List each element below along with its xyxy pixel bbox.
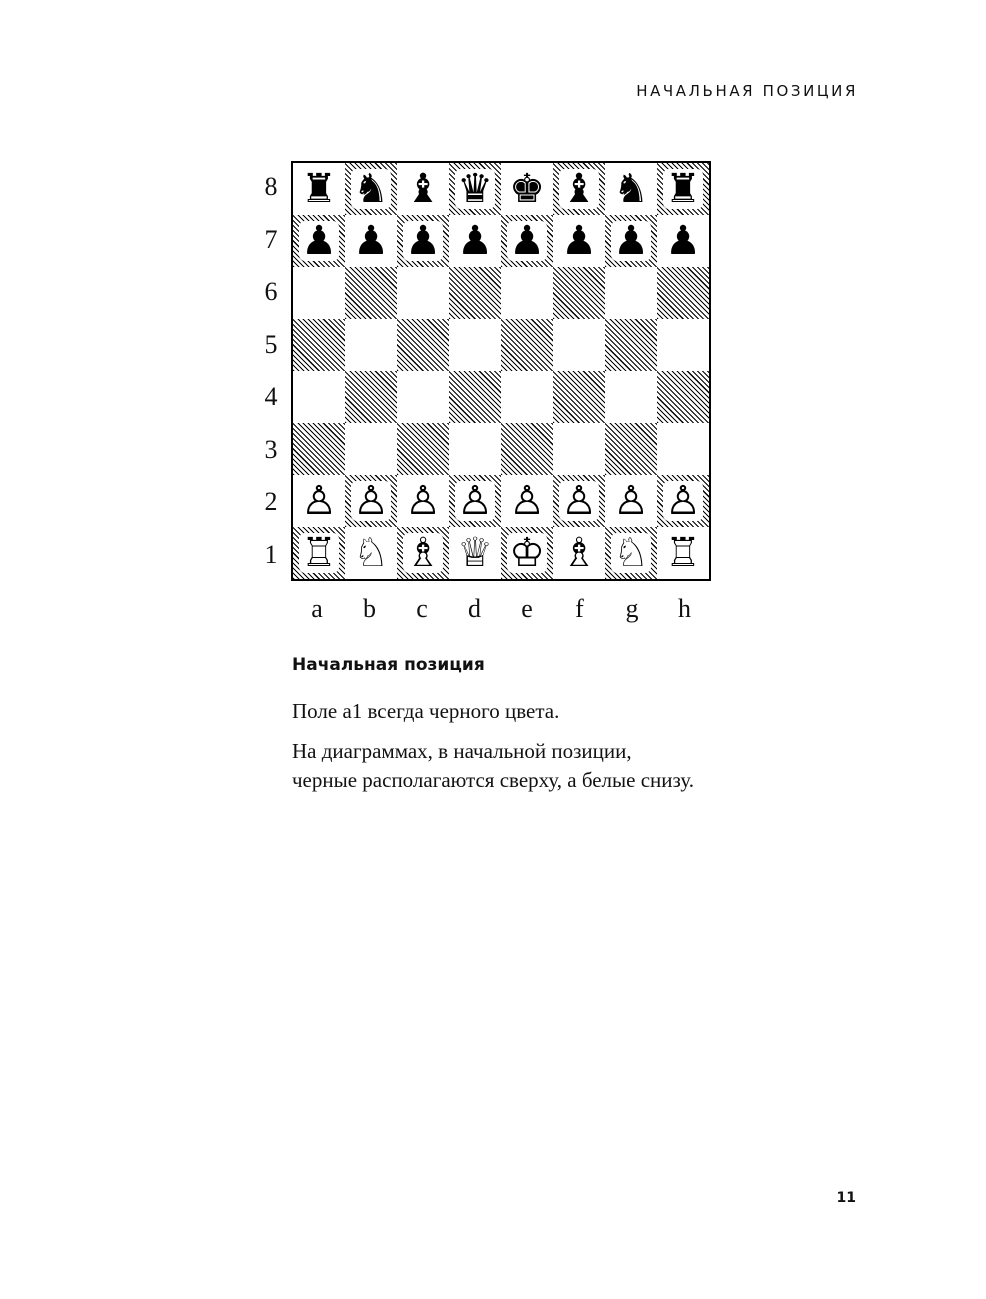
square-g8 (605, 163, 657, 215)
white-queen-icon: ♕ (457, 530, 493, 576)
square-f1 (553, 527, 605, 579)
square-e5 (501, 319, 553, 371)
rank-label: 6 (264, 277, 278, 307)
black-pawn-icon: ♟ (457, 218, 493, 264)
square-e8 (501, 163, 553, 215)
square-h3 (657, 423, 709, 475)
square-d1 (449, 527, 501, 579)
square-b6 (345, 267, 397, 319)
white-pawn-icon: ♙ (405, 478, 441, 524)
square-d6 (449, 267, 501, 319)
file-label: h (678, 594, 691, 623)
square-d8 (449, 163, 501, 215)
file-label: b (363, 594, 376, 623)
square-c8 (397, 163, 449, 215)
white-pawn-icon: ♙ (561, 478, 597, 524)
square-c2 (397, 475, 449, 527)
square-e3 (501, 423, 553, 475)
white-knight-icon: ♘ (613, 530, 649, 576)
file-label: d (468, 594, 481, 623)
rank-label: 8 (264, 172, 278, 202)
rank-label: 5 (264, 329, 278, 359)
white-pawn-icon: ♙ (301, 478, 337, 524)
square-f5 (553, 319, 605, 371)
square-a2 (293, 475, 345, 527)
black-king-icon: ♚ (509, 166, 545, 212)
white-rook-icon: ♖ (665, 530, 701, 576)
square-c6 (397, 267, 449, 319)
black-pawn-icon: ♟ (665, 218, 701, 264)
file-label: g (625, 594, 639, 623)
square-g4 (605, 371, 657, 423)
square-d3 (449, 423, 501, 475)
file-label: a (311, 594, 323, 623)
black-pawn-icon: ♟ (353, 218, 389, 264)
square-d2 (449, 475, 501, 527)
black-rook-icon: ♜ (665, 166, 701, 212)
black-pawn-icon: ♟ (301, 218, 337, 264)
square-d7 (449, 215, 501, 267)
black-bishop-icon: ♝ (405, 166, 441, 212)
black-rook-icon: ♜ (301, 166, 337, 212)
chess-diagram (250, 152, 730, 632)
square-g2 (605, 475, 657, 527)
black-pawn-icon: ♟ (613, 218, 649, 264)
rank-label: 3 (264, 434, 278, 464)
square-d5 (449, 319, 501, 371)
square-d4 (449, 371, 501, 423)
square-b1 (345, 527, 397, 579)
square-a3 (293, 423, 345, 475)
black-pawn-icon: ♟ (509, 218, 545, 264)
rank-label: 4 (264, 382, 278, 412)
white-king-icon: ♔ (509, 530, 545, 576)
square-g5 (605, 319, 657, 371)
square-h2 (657, 475, 709, 527)
square-g7 (605, 215, 657, 267)
black-bishop-icon: ♝ (561, 166, 597, 212)
square-h5 (657, 319, 709, 371)
white-pawn-icon: ♙ (353, 478, 389, 524)
square-c7 (397, 215, 449, 267)
file-label: c (416, 594, 428, 623)
square-h1 (657, 527, 709, 579)
square-a4 (293, 371, 345, 423)
black-knight-icon: ♞ (613, 166, 649, 212)
white-pawn-icon: ♙ (509, 478, 545, 524)
square-f4 (553, 371, 605, 423)
running-title: НАЧАЛЬНАЯ ПОЗИЦИЯ (636, 82, 858, 100)
square-a8 (293, 163, 345, 215)
square-a7 (293, 215, 345, 267)
white-pawn-icon: ♙ (613, 478, 649, 524)
square-b3 (345, 423, 397, 475)
file-label: e (521, 594, 533, 623)
chess-board (291, 161, 711, 581)
white-knight-icon: ♘ (353, 530, 389, 576)
paragraph-line: черные располагаются сверху, а белые снизу. (292, 768, 695, 792)
white-pawn-icon: ♙ (457, 478, 493, 524)
square-b4 (345, 371, 397, 423)
black-queen-icon: ♛ (457, 166, 493, 212)
square-f8 (553, 163, 605, 215)
black-knight-icon: ♞ (353, 166, 389, 212)
square-a6 (293, 267, 345, 319)
square-b7 (345, 215, 397, 267)
square-f3 (553, 423, 605, 475)
square-e4 (501, 371, 553, 423)
white-bishop-icon: ♗ (405, 530, 441, 576)
rank-label: 2 (264, 487, 278, 517)
square-a5 (293, 319, 345, 371)
square-e7 (501, 215, 553, 267)
square-e1 (501, 527, 553, 579)
black-pawn-icon: ♟ (561, 218, 597, 264)
square-e6 (501, 267, 553, 319)
square-b2 (345, 475, 397, 527)
square-b5 (345, 319, 397, 371)
square-e2 (501, 475, 553, 527)
paragraph-text: Поле а1 всегда черного цвета. (292, 699, 560, 723)
square-h7 (657, 215, 709, 267)
square-a1 (293, 527, 345, 579)
black-pawn-icon: ♟ (405, 218, 441, 264)
rank-label: 1 (264, 539, 278, 569)
square-b8 (345, 163, 397, 215)
square-f2 (553, 475, 605, 527)
page-number: 11 (836, 1190, 856, 1206)
caption-title: Начальная позиция (292, 655, 485, 675)
paragraph-a1-color (292, 697, 559, 726)
square-g1 (605, 527, 657, 579)
square-c1 (397, 527, 449, 579)
square-h4 (657, 371, 709, 423)
square-f7 (553, 215, 605, 267)
square-c4 (397, 371, 449, 423)
paragraph-orientation (292, 737, 694, 795)
square-f6 (553, 267, 605, 319)
square-g6 (605, 267, 657, 319)
square-h6 (657, 267, 709, 319)
file-label: f (575, 594, 584, 623)
square-h8 (657, 163, 709, 215)
white-rook-icon: ♖ (301, 530, 337, 576)
rank-label: 7 (264, 224, 278, 254)
white-pawn-icon: ♙ (665, 478, 701, 524)
paragraph-line: На диаграммах, в начальной позиции, (292, 739, 632, 763)
square-g3 (605, 423, 657, 475)
square-c3 (397, 423, 449, 475)
white-bishop-icon: ♗ (561, 530, 597, 576)
square-c5 (397, 319, 449, 371)
